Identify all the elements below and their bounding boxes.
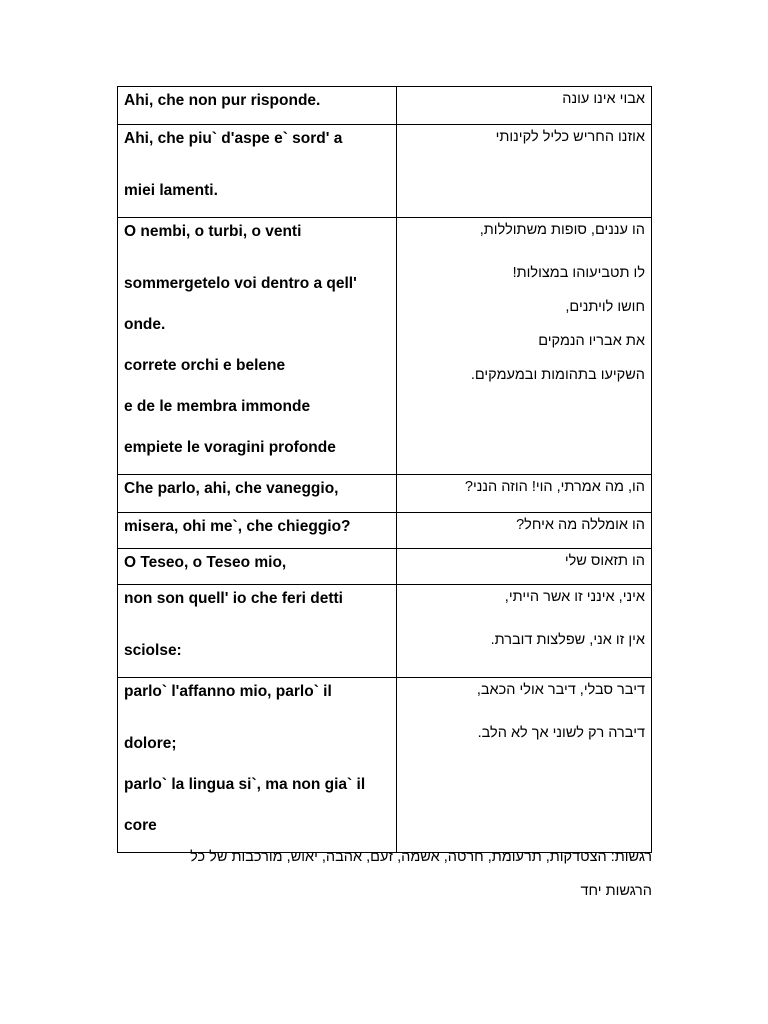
- italian-line: Ahi, che piu` d'aspe e` sord' a: [124, 130, 343, 147]
- italian-line: O Teseo, o Teseo mio,: [124, 554, 287, 571]
- italian-line: sciolse:: [124, 642, 182, 659]
- italian-line: O nembi, o turbi, o venti: [124, 223, 302, 240]
- italian-cell: [118, 218, 397, 475]
- italian-cell: [118, 87, 397, 125]
- table-row: [118, 475, 652, 513]
- hebrew-cell: [397, 87, 652, 125]
- italian-cell: [118, 513, 397, 549]
- table-row: [118, 678, 652, 853]
- footer-line-2: הרגשות יחד: [580, 883, 652, 899]
- italian-cell: [118, 475, 397, 513]
- hebrew-line: דיבר סבלי, דיבר אולי הכאב,: [476, 682, 645, 698]
- italian-line: non son quell' io che feri detti: [124, 590, 343, 607]
- hebrew-cell: [397, 678, 652, 853]
- table-row: [118, 125, 652, 218]
- italian-line: correte orchi e belene: [124, 357, 286, 374]
- lyrics-translation-table: [117, 86, 652, 853]
- hebrew-cell: [397, 125, 652, 218]
- italian-line: sommergetelo voi dentro a qell': [124, 275, 357, 292]
- hebrew-cell: [397, 549, 652, 585]
- hebrew-line: אוזנו החריש כליל לקינותי: [495, 129, 645, 145]
- italian-line: parlo` l'affanno mio, parlo` il: [124, 683, 332, 700]
- italian-line: miei lamenti.: [124, 182, 218, 199]
- hebrew-line: חושו לויתנים,: [565, 299, 645, 315]
- italian-line: dolore;: [124, 735, 177, 752]
- hebrew-line: אבוי אינו עונה: [562, 91, 645, 107]
- italian-cell: [118, 585, 397, 678]
- italian-cell: [118, 549, 397, 585]
- hebrew-line: אין זו אני, שפלצות דוברת.: [490, 632, 645, 648]
- table-row: [118, 87, 652, 125]
- hebrew-line: הו, מה אמרתי, הוי! הוזה הנני?: [464, 479, 645, 495]
- italian-line: empiete le voragini profonde: [124, 439, 336, 456]
- italian-cell: [118, 125, 397, 218]
- italian-cell: [118, 678, 397, 853]
- table-row: [118, 549, 652, 585]
- hebrew-line: השקיעו בתהומות ובמעמקים.: [470, 367, 645, 383]
- hebrew-cell: [397, 513, 652, 549]
- emotions-footer: [117, 840, 652, 908]
- italian-line: core: [124, 817, 157, 834]
- hebrew-line: הו עננים, סופות משתוללות,: [479, 222, 645, 238]
- hebrew-line: את אבריו הנמקים: [538, 333, 645, 349]
- table-row: [118, 513, 652, 549]
- hebrew-cell: [397, 475, 652, 513]
- table-row: [118, 585, 652, 678]
- table-row: [118, 218, 652, 475]
- italian-line: onde.: [124, 316, 166, 333]
- hebrew-cell: [397, 218, 652, 475]
- hebrew-cell: [397, 585, 652, 678]
- italian-line: e de le membra immonde: [124, 398, 311, 415]
- table-body: [118, 87, 652, 853]
- footer-line-1: רגשות: הצטדקות, תרעומת, חרטה, אשמה, זעם, אהבה, יאוש, מורכבות של כל: [190, 849, 652, 865]
- hebrew-line: הו אומללה מה איחל?: [516, 517, 645, 533]
- hebrew-line: לו תטביעוהו במצולות!: [512, 265, 645, 281]
- hebrew-line: איני, אינני זו אשר הייתי,: [504, 589, 645, 605]
- hebrew-line: הו תזאוס שלי: [564, 553, 645, 569]
- italian-line: parlo` la lingua si`, ma non gia` il: [124, 776, 366, 793]
- italian-line: Che parlo, ahi, che vaneggio,: [124, 480, 339, 497]
- hebrew-line: דיברה רק לשוני אך לא הלב.: [477, 725, 645, 741]
- italian-line: Ahi, che non pur risponde.: [124, 92, 321, 109]
- italian-line: misera, ohi me`, che chieggio?: [124, 518, 351, 535]
